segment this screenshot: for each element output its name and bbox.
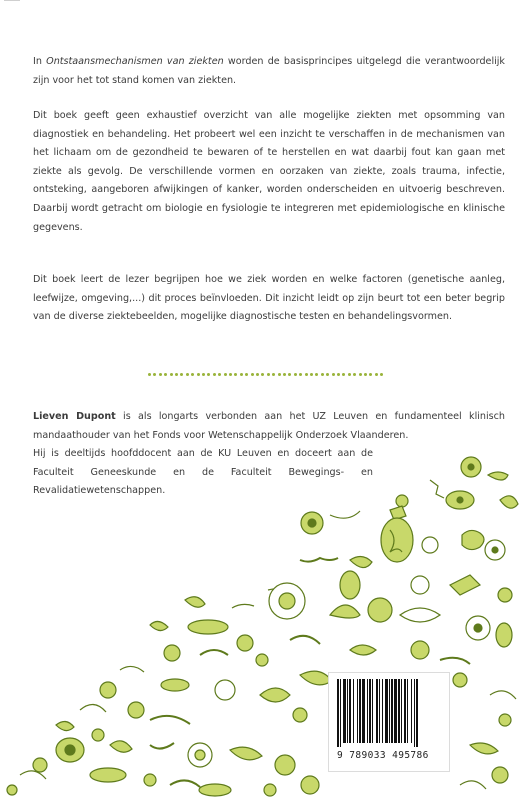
barcode-bar <box>401 679 402 743</box>
divider-dot <box>342 373 345 376</box>
microbe-cell <box>400 608 440 622</box>
microbe-cell <box>396 495 408 507</box>
divider-dot <box>380 373 383 376</box>
divider-dot <box>240 373 243 376</box>
barcode-bar <box>416 679 418 747</box>
barcode-bar <box>359 679 361 743</box>
microbe-cell <box>237 635 253 651</box>
author-bio-line1: is als longarts verbonden aan het UZ Leuven en fundamenteel klinisch mandaathouder van het Fonds voor Wetenschappelijk Onderzoek Vlaanderen. <box>33 411 505 441</box>
barcode-bar <box>357 679 358 743</box>
microbe-cell <box>230 747 262 760</box>
microbe-cell <box>264 784 276 796</box>
microbe-cell <box>188 620 228 634</box>
microbe-cell <box>496 623 512 647</box>
microbe-cell <box>215 680 235 700</box>
barcode <box>328 672 450 772</box>
barcode-bar <box>385 679 388 743</box>
microbe-cell <box>340 571 360 599</box>
microbe-cell <box>381 518 413 562</box>
microbe-cell <box>100 682 116 698</box>
microbe-cell <box>492 767 508 783</box>
description-text: Dit boek geeft geen exhaustief overzicht van alle mogelijke ziekten met opsomming van diagnostiek en behandeling. Het probeert wel een inzicht te verschaffen in de mechanismen van het lichaam om de gezondheid te bewaren of te herstellen en wat daarbij fout kan gaan met ziekte als gevolg. De verschillende vormen en oorzaken van ziekte, zoals trauma, infectie, ontsteking, aangeboren afwijkingen of kanker, worden onderscheiden en uitvoerig beschreven. Daarbij wordt getracht om biologie en fysiologie te integreren met epidemiologische en klinische gegevens. <box>33 110 505 233</box>
divider-dot <box>164 373 167 376</box>
author-name: Lieven Dupont <box>33 411 116 422</box>
microbe-cell <box>275 755 295 775</box>
microbe-cell <box>90 768 126 782</box>
microbe-cell <box>110 741 132 752</box>
barcode-bar <box>404 679 406 743</box>
divider-dot <box>321 373 324 376</box>
barcode-bar <box>411 679 412 743</box>
divider-dot <box>202 373 205 376</box>
divider-dot <box>267 373 270 376</box>
divider-dot <box>353 373 356 376</box>
divider-dot <box>299 373 302 376</box>
divider-dot <box>180 373 183 376</box>
barcode-bar <box>362 679 365 743</box>
divider-dot <box>315 373 318 376</box>
divider-dot <box>197 373 200 376</box>
barcode-bar <box>347 679 348 743</box>
barcode-bar <box>398 679 400 743</box>
microbe-cell <box>56 721 74 730</box>
microbe-cell <box>500 496 518 508</box>
insight-text: Dit boek leert de lezer begrijpen hoe we ziek worden en welke factoren (genetische aanleg, leefwijze, omgeving,...) dit proces beïnvloeden. Dit inzicht leidt op zijn beurt tot een beter begrip van de diverse ziektebeelden, mogelijke diagnostische testen en behandelingsvormen. <box>33 274 505 323</box>
author-bio-line2: Hij is deeltijds hoofddocent aan de KU Leuven en doceert aan de Faculteit Geneeskunde en de Faculteit Bewegings- en Revalidatiewetenschappen. <box>33 448 373 497</box>
divider-dot <box>326 373 329 376</box>
microbe-cell <box>411 576 429 594</box>
barcode-bar <box>372 679 373 743</box>
dotted-divider <box>148 368 384 384</box>
barcode-bar <box>337 679 339 747</box>
divider-dot <box>245 373 248 376</box>
divider-dot <box>375 373 378 376</box>
microbe-cell <box>462 530 484 549</box>
divider-dot <box>283 373 286 376</box>
divider-dot <box>364 373 367 376</box>
divider-dot <box>305 373 308 376</box>
divider-dot <box>348 373 351 376</box>
divider-dot <box>256 373 259 376</box>
divider-dot <box>229 373 232 376</box>
microbe-illustration <box>0 445 531 800</box>
divider-dot <box>294 373 297 376</box>
barcode-bar <box>376 679 378 743</box>
divider-dot <box>310 373 313 376</box>
divider-dot <box>288 373 291 376</box>
divider-dot <box>369 373 372 376</box>
divider-dot <box>148 373 151 376</box>
barcode-bar <box>353 679 354 743</box>
intro-suffix: worden de basisprincipes uitgelegd die verantwoordelijk zijn voor het tot stand komen van ziekten. <box>33 56 505 86</box>
barcode-bar <box>407 679 408 743</box>
microbe-cell <box>161 679 189 691</box>
barcode-bar <box>391 679 393 743</box>
divider-dot <box>186 373 189 376</box>
barcode-bar <box>340 679 341 747</box>
microbe-cell <box>350 645 376 655</box>
barcode-bar <box>394 679 397 743</box>
divider-dot <box>175 373 178 376</box>
barcode-bar <box>414 679 415 747</box>
divider-dot <box>213 373 216 376</box>
barcode-bars <box>337 679 441 747</box>
microbe-cell <box>92 729 104 741</box>
microbe-cell <box>368 598 392 622</box>
divider-dot <box>337 373 340 376</box>
barcode-bar <box>379 679 380 743</box>
microbe-cell <box>499 714 511 726</box>
divider-dot <box>207 373 210 376</box>
microbe-cell <box>450 575 480 595</box>
intro-prefix: In <box>33 56 47 67</box>
microbe-cell <box>411 641 429 659</box>
microbe-cell <box>128 702 144 718</box>
divider-dot <box>224 373 227 376</box>
divider-dot <box>153 373 156 376</box>
barcode-bar <box>382 679 383 743</box>
barcode-bar <box>367 679 368 743</box>
microbe-cell <box>256 654 268 666</box>
microbe-cell <box>7 785 17 795</box>
microbe-cell <box>350 556 372 567</box>
description-paragraph <box>33 107 505 237</box>
barcode-bar <box>343 679 346 743</box>
insight-paragraph <box>33 271 505 327</box>
microbe-cell <box>488 472 508 480</box>
microbe-cell <box>301 776 319 794</box>
microbe-cell <box>330 605 360 618</box>
divider-dot <box>251 373 254 376</box>
barcode-bar <box>389 679 390 743</box>
divider-dot <box>272 373 275 376</box>
divider-dot <box>170 373 173 376</box>
microbe-cell <box>199 784 231 796</box>
barcode-bar <box>349 679 351 743</box>
divider-dot <box>234 373 237 376</box>
microbe-cell <box>498 588 512 602</box>
microbe-cell <box>164 645 180 661</box>
divider-dot <box>191 373 194 376</box>
microbe-cell <box>453 673 467 687</box>
divider-dot <box>261 373 264 376</box>
divider-dot <box>359 373 362 376</box>
barcode-bar <box>369 679 371 743</box>
divider-dot <box>278 373 281 376</box>
microbe-cell <box>293 708 307 722</box>
divider-dot <box>332 373 335 376</box>
microbe-cell <box>260 688 290 702</box>
microbe-cell <box>422 537 438 553</box>
isbn-number: 9 789033 495786 <box>337 750 429 761</box>
microbe-cell <box>33 758 47 772</box>
book-title-italic: Ontstaansmechanismen van ziekten <box>46 56 224 67</box>
divider-dot <box>159 373 162 376</box>
crop-mark <box>4 0 20 5</box>
microbe-cell <box>150 621 168 630</box>
microbe-cell <box>470 743 498 754</box>
intro-paragraph <box>33 53 505 90</box>
microbe-cell <box>185 597 205 607</box>
divider-dot <box>218 373 221 376</box>
microbe-cell <box>144 774 156 786</box>
